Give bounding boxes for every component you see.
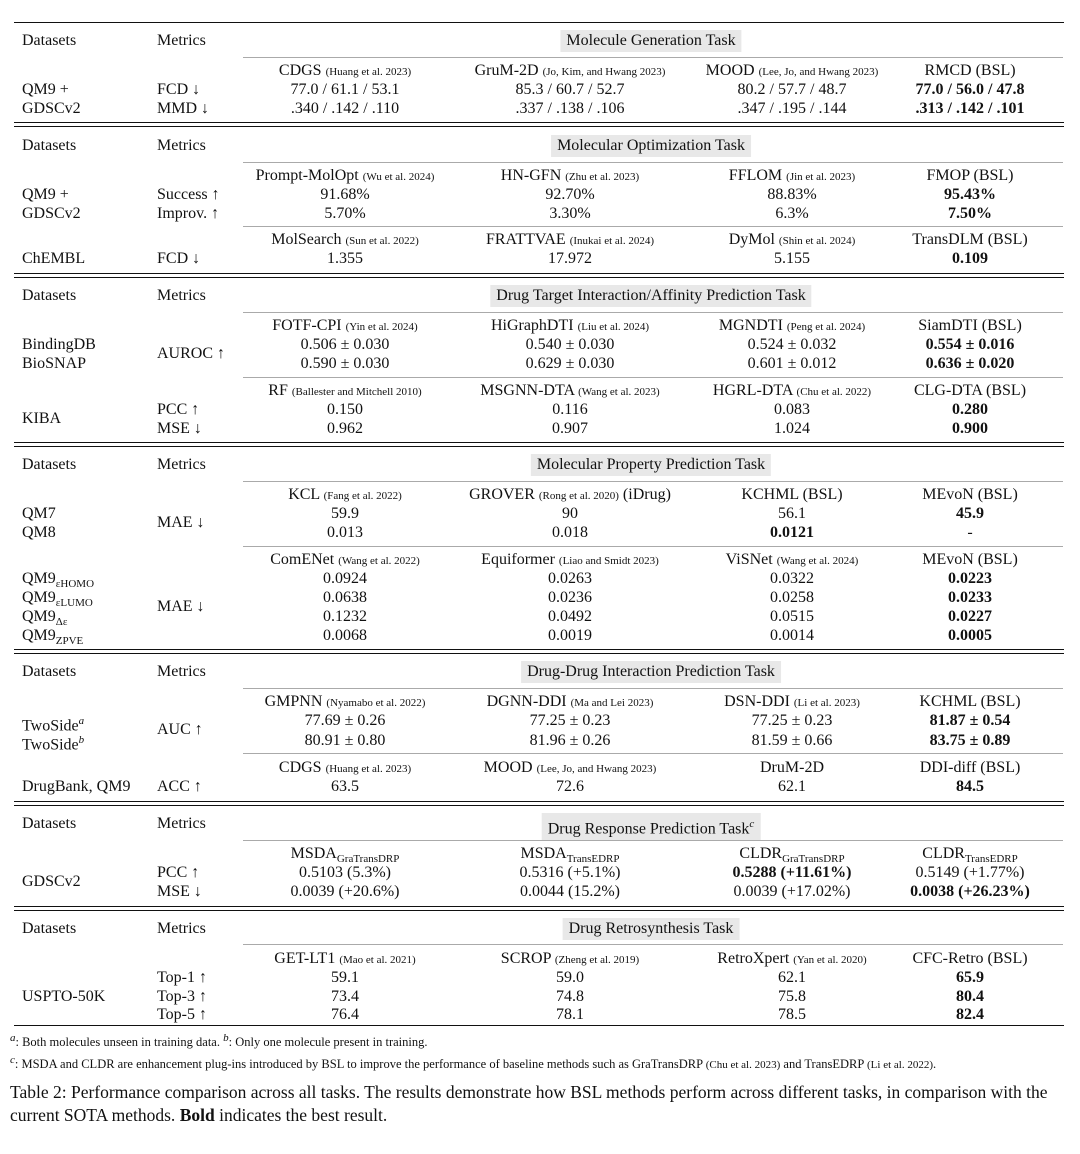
method-header: MGNDTI (Peng et al. 2024)	[718, 317, 866, 334]
metric-label: AUROC ↑	[157, 345, 226, 362]
cell-best: 83.75 ± 0.89	[929, 732, 1011, 749]
task-underline	[243, 312, 1063, 313]
method-header: GET-LT1 (Mao et al. 2021)	[274, 950, 416, 967]
method-header: $MSDA_{GraTransDRP}$	[290, 845, 400, 866]
cell: 0.962	[327, 420, 363, 437]
cell: 0.524 ± 0.032	[747, 336, 837, 353]
cell: 0.5149 (+1.77%)	[915, 864, 1025, 881]
header-metrics: Metrics	[157, 815, 206, 832]
method-header: KCL (Fang et al. 2022)	[288, 486, 402, 503]
method-header: DyMol (Shin et al. 2024)	[728, 231, 856, 248]
section-divider	[14, 649, 1064, 650]
method-header: KCHML (BSL)	[919, 693, 1021, 710]
method-header: GMPNN (Nyamabo et al. 2022)	[264, 693, 426, 710]
cell: 85.3 / 60.7 / 52.7	[515, 81, 625, 98]
task-underline	[243, 162, 1063, 163]
cell: 78.5	[778, 1006, 806, 1023]
dataset-label: TwoSide$^a$	[22, 715, 85, 735]
metric-label: Top-1 ↑	[157, 969, 207, 986]
dataset-label: GDSCv2	[22, 205, 81, 222]
cell-best: 0.0223	[948, 570, 992, 587]
cell: 6.3%	[775, 205, 809, 222]
cell: 0.018	[552, 524, 588, 541]
top-rule	[14, 22, 1064, 23]
dataset-label: $QM9_{ZPVE}$	[22, 627, 84, 648]
cell: .340 / .142 / .110	[290, 100, 400, 117]
method-header: CFC-Retro (BSL)	[912, 950, 1028, 967]
method-header: $MSDA_{TransEDRP}$	[520, 845, 620, 866]
metric-label: MSE ↓	[157, 883, 202, 900]
header-datasets: Datasets	[22, 287, 77, 304]
method-header: HGRL-DTA (Chu et al. 2022)	[712, 382, 872, 399]
cell: 5.155	[774, 250, 810, 267]
cell-best: 65.9	[956, 969, 984, 986]
task-underline	[243, 688, 1063, 689]
cell: 0.629 ± 0.030	[525, 355, 615, 372]
cell-best: 0.0038 (+26.23%)	[910, 883, 1030, 900]
method-header: DGNN-DDI (Ma and Lei 2023)	[486, 693, 654, 710]
cell: 73.4	[331, 988, 359, 1005]
cell: 0.0068	[323, 627, 367, 644]
cell-best: 80.4	[956, 988, 984, 1005]
header-metrics: Metrics	[157, 663, 206, 680]
metric-label: PCC ↑	[157, 864, 200, 881]
dataset-label: QM8	[22, 524, 56, 541]
cell: 77.69 ± 0.26	[304, 712, 386, 729]
cell: 0.0014	[770, 627, 814, 644]
dataset-label: TwoSide$^b$	[22, 734, 85, 754]
cell: 0.0258	[770, 589, 814, 606]
method-header: Prompt-MolOpt (Wu et al. 2024)	[255, 167, 435, 184]
task-title: Drug Response Prediction Task$^c$	[542, 813, 761, 840]
cell-best: 0.900	[952, 420, 988, 437]
dataset-label: GDSCv2	[22, 100, 81, 117]
group-rule	[243, 546, 1063, 547]
cell: 0.907	[552, 420, 588, 437]
method-header: HN-GFN (Zhu et al. 2023)	[500, 167, 640, 184]
task-title: Drug-Drug Interaction Prediction Task	[521, 661, 781, 683]
header-datasets: Datasets	[22, 137, 77, 154]
section-divider	[14, 446, 1064, 447]
cell-best: 0.554 ± 0.016	[925, 336, 1015, 353]
dataset-label: BioSNAP	[22, 355, 87, 372]
method-header: RF (Ballester and Mitchell 2010)	[268, 382, 422, 399]
metric-label: MSE ↓	[157, 420, 202, 437]
cell: 75.8	[778, 988, 806, 1005]
method-header: MEvoN (BSL)	[922, 486, 1018, 503]
metric-label: FCD ↓	[157, 250, 201, 267]
cell: 0.5103 (5.3%)	[299, 864, 391, 881]
dataset-label: GDSCv2	[22, 873, 81, 890]
metric-label: PCC ↑	[157, 401, 200, 418]
cell: .347 / .195 / .144	[737, 100, 847, 117]
cell: 0.540 ± 0.030	[525, 336, 615, 353]
cell-best: 0.0121	[770, 524, 814, 541]
header-metrics: Metrics	[157, 456, 206, 473]
header-datasets: Datasets	[22, 815, 77, 832]
cell: 80.91 ± 0.80	[304, 732, 386, 749]
cell: 0.0515	[770, 608, 814, 625]
cell: 77.25 ± 0.23	[751, 712, 833, 729]
method-header: FMOP (BSL)	[926, 167, 1014, 184]
cell: 0.0039 (+20.6%)	[290, 883, 400, 900]
dataset-label: ChEMBL	[22, 250, 86, 267]
dataset-label: $QM9_{\varepsilon LUMO}$	[22, 589, 93, 610]
header-metrics: Metrics	[157, 137, 206, 154]
method-header: DSN-DDI (Li et al. 2023)	[724, 693, 860, 710]
metric-label: MMD ↓	[157, 100, 210, 117]
method-header: GruM-2D (Jo, Kim, and Hwang 2023)	[474, 62, 666, 79]
cell: 3.30%	[549, 205, 591, 222]
dataset-label: QM7	[22, 505, 56, 522]
method-header: MOOD (Lee, Jo, and Hwang 2023)	[483, 759, 657, 776]
section-divider	[14, 805, 1064, 806]
metric-label: Top-3 ↑	[157, 988, 207, 1005]
cell: 0.150	[327, 401, 363, 418]
cell: 59.0	[556, 969, 584, 986]
group-rule	[243, 377, 1063, 378]
cell: 77.0 / 61.1 / 53.1	[290, 81, 400, 98]
cell-best: 0.280	[952, 401, 988, 418]
section-divider	[14, 442, 1064, 443]
cell: 17.972	[548, 250, 592, 267]
cell: 0.0236	[548, 589, 592, 606]
cell: 1.024	[774, 420, 810, 437]
cell-best: 0.5288 (+11.61%)	[732, 864, 852, 881]
method-header: CDGS (Huang et al. 2023)	[278, 759, 412, 776]
section-divider	[14, 910, 1064, 911]
cell-best: 0.0005	[948, 627, 992, 644]
dataset-label: KIBA	[22, 410, 62, 427]
cell: 0.601 ± 0.012	[747, 355, 837, 372]
group-rule	[243, 753, 1063, 754]
method-header: GROVER (Rong et al. 2020) (iDrug)	[469, 486, 671, 503]
cell: 0.013	[327, 524, 363, 541]
cell: 0.0322	[770, 570, 814, 587]
section-divider	[14, 653, 1064, 654]
cell: 59.1	[331, 969, 359, 986]
header-datasets: Datasets	[22, 663, 77, 680]
cell: 59.9	[331, 505, 359, 522]
section-divider	[14, 801, 1064, 802]
dataset-label: QM9 +	[22, 186, 69, 203]
footnote-ab: $^a$: Both molecules unseen in training data. $^b$: Only one molecule present in training.	[10, 1032, 428, 1050]
task-title: Drug Retrosynthesis Task	[563, 918, 740, 940]
header-metrics: Metrics	[157, 920, 206, 937]
dataset-label: DrugBank, QM9	[22, 778, 131, 795]
section-divider	[14, 126, 1064, 127]
method-header: FRATTVAE (Inukai et al. 2024)	[485, 231, 655, 248]
cell: 0.0019	[548, 627, 592, 644]
method-header: MOOD (Lee, Jo, and Hwang 2023)	[705, 62, 879, 79]
metric-label: Top-5 ↑	[157, 1006, 207, 1023]
footnote-c: $^c$: MSDA and CLDR are enhancement plug-ins introduced by BSL to improve the performance of baseline methods such as GraTransDRP (Chu et al. 2023) and TransEDRP (Li et al. 2022).	[10, 1054, 937, 1072]
task-title: Molecular Property Prediction Task	[531, 454, 771, 476]
metric-label: AUC ↑	[157, 721, 203, 738]
cell: 0.0492	[548, 608, 592, 625]
task-underline	[243, 944, 1063, 945]
cell-best: 45.9	[956, 505, 984, 522]
method-header: ViSNet (Wang et al. 2024)	[725, 551, 859, 568]
cell: 90	[562, 505, 578, 522]
cell: 0.0263	[548, 570, 592, 587]
method-header: RetroXpert (Yan et al. 2020)	[717, 950, 867, 967]
method-header: TransDLM (BSL)	[912, 231, 1028, 248]
section-divider	[14, 906, 1064, 907]
method-header: MEvoN (BSL)	[922, 551, 1018, 568]
header-metrics: Metrics	[157, 287, 206, 304]
cell: 5.70%	[324, 205, 366, 222]
group-rule	[243, 226, 1063, 227]
method-header: FOTF-CPI (Yin et al. 2024)	[272, 317, 418, 334]
method-header: FFLOM (Jin et al. 2023)	[728, 167, 856, 184]
cell-best: 81.87 ± 0.54	[929, 712, 1011, 729]
method-header: KCHML (BSL)	[741, 486, 843, 503]
method-header: CLG-DTA (BSL)	[913, 382, 1027, 399]
cell: 81.59 ± 0.66	[751, 732, 833, 749]
cell: .337 / .138 / .106	[515, 100, 625, 117]
cell: 0.0638	[323, 589, 367, 606]
task-title: Molecule Generation Task	[560, 30, 741, 52]
cell: 63.5	[331, 778, 359, 795]
cell: 62.1	[778, 778, 806, 795]
cell: 77.25 ± 0.23	[529, 712, 611, 729]
method-header: SCROP (Zheng et al. 2019)	[500, 950, 640, 967]
cell: 91.68%	[320, 186, 370, 203]
metric-label: MAE ↓	[157, 514, 205, 531]
metric-label: ACC ↑	[157, 778, 202, 795]
table-caption: Table 2: Performance comparison across all tasks. The results demonstrate how BSL methods perform across different tasks, in comparison with the current SOTA methods. Bold indicates the best result.	[10, 1082, 1048, 1125]
cell: 1.355	[327, 250, 363, 267]
cell-best: 7.50%	[948, 205, 992, 222]
dataset-label: $QM9_{\Delta\varepsilon}$	[22, 608, 68, 629]
cell: 81.96 ± 0.26	[529, 732, 611, 749]
dataset-label: QM9 +	[22, 81, 69, 98]
cell: 0.0924	[323, 570, 367, 587]
cell-best: 84.5	[956, 778, 984, 795]
header-datasets: Datasets	[22, 920, 77, 937]
method-header: $CLDR_{GraTransDRP}$	[739, 845, 845, 866]
cell: 0.083	[774, 401, 810, 418]
method-header: MolSearch (Sun et al. 2022)	[271, 231, 419, 248]
cell-best: 82.4	[956, 1006, 984, 1023]
method-header: DDI-diff (BSL)	[919, 759, 1021, 776]
cell: 0.506 ± 0.030	[300, 336, 390, 353]
section-divider	[14, 273, 1064, 274]
cell: 72.6	[556, 778, 584, 795]
cell: 0.1232	[323, 608, 367, 625]
task-title: Molecular Optimization Task	[551, 135, 751, 157]
cell: 0.0044 (15.2%)	[520, 883, 620, 900]
metric-label: Improv. ↑	[157, 205, 220, 222]
cell: 78.1	[556, 1006, 584, 1023]
cell-best: 0.0227	[948, 608, 992, 625]
dataset-label: $QM9_{\varepsilon HOMO}$	[22, 570, 95, 591]
bottom-rule	[14, 1025, 1064, 1026]
dataset-label: USPTO-50K	[22, 988, 106, 1005]
cell: 56.1	[778, 505, 806, 522]
method-header: MSGNN-DTA (Wang et al. 2023)	[480, 382, 660, 399]
cell-best: 0.0233	[948, 589, 992, 606]
method-header: Equiformer (Liao and Smidt 2023)	[481, 551, 659, 568]
cell: 92.70%	[545, 186, 595, 203]
cell: -	[967, 524, 973, 541]
section-divider	[14, 277, 1064, 278]
cell: 0.116	[552, 401, 588, 418]
task-underline	[243, 57, 1063, 58]
method-header: ComENet (Wang et al. 2022)	[270, 551, 420, 568]
header-datasets: Datasets	[22, 32, 77, 49]
method-header: RMCD (BSL)	[924, 62, 1016, 79]
header-datasets: Datasets	[22, 456, 77, 473]
cell: 80.2 / 57.7 / 48.7	[737, 81, 847, 98]
cell-best: 95.43%	[944, 186, 996, 203]
method-header: DruM-2D	[760, 759, 824, 776]
task-title: Drug Target Interaction/Affinity Prediction Task	[490, 285, 811, 307]
section-divider	[14, 122, 1064, 123]
cell-best: 0.636 ± 0.020	[925, 355, 1015, 372]
task-underline	[243, 481, 1063, 482]
cell: 88.83%	[767, 186, 817, 203]
method-header: CDGS (Huang et al. 2023)	[278, 62, 412, 79]
cell: 74.8	[556, 988, 584, 1005]
method-header: SiamDTI (BSL)	[918, 317, 1022, 334]
metric-label: FCD ↓	[157, 81, 201, 98]
dataset-label: BindingDB	[22, 336, 96, 353]
method-header: $CLDR_{TransEDRP}$	[922, 845, 1018, 866]
metric-label: Success ↑	[157, 186, 220, 203]
cell: 0.0039 (+17.02%)	[733, 883, 851, 900]
cell-best: 77.0 / 56.0 / 47.8	[915, 81, 1025, 98]
metric-label: MAE ↓	[157, 598, 205, 615]
cell-best: 0.109	[952, 250, 988, 267]
cell: 0.590 ± 0.030	[300, 355, 390, 372]
method-header: HiGraphDTI (Liu et al. 2024)	[490, 317, 650, 334]
header-metrics: Metrics	[157, 32, 206, 49]
cell: 0.5316 (+5.1%)	[519, 864, 621, 881]
cell: 62.1	[778, 969, 806, 986]
cell-best: .313 / .142 / .101	[915, 100, 1025, 117]
cell: 76.4	[331, 1006, 359, 1023]
